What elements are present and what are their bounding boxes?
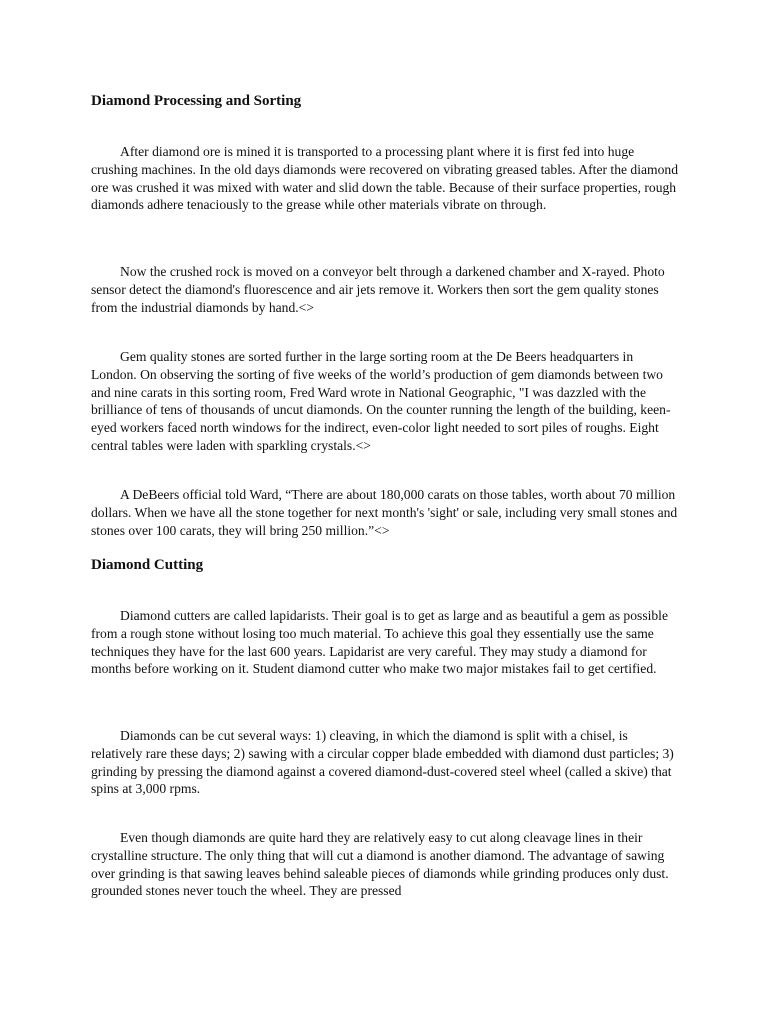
paragraph: A DeBeers official told Ward, “There are about 180,000 carats on those tables, worth about 70 million dollars. When we have all the stone together for next month's 'sight' or sale, including very small stones and stones over 100 carats, they will bring 250 million.”<> — [91, 487, 678, 538]
paragraph: Now the crushed rock is moved on a conveyor belt through a darkened chamber and X-rayed. Photo sensor detect the diamond's fluorescence and air jets remove it. Workers then sort the gem quality stones from the industrial diamonds by hand.<> — [91, 264, 665, 315]
paragraph: After diamond ore is mined it is transported to a processing plant where it is first fed into huge crushing machines. In the old days diamonds were recovered on vibrating greased tables. After the diamond ore was crushed it was mixed with water and slid down the table. Because of their surface properties, rough diamonds adhere tenaciously to the grease while other materials vibrate on through. — [91, 144, 678, 213]
paragraph: Gem quality stones are sorted further in the large sorting room at the De Beers headquarters in London. On observing the sorting of five weeks of the world’s production of gem diamonds between two and nine carats in this sorting room, Fred Ward wrote in National Geographic, "I was dazzled with the brilliance of tens of thousands of uncut diamonds. On the counter running the length of the building, keen-eyed workers faced north windows for the indirect, even-color light needed to sort piles of roughs. Eight central tables were laden with sparkling crystals.<> — [91, 349, 671, 453]
paragraph: Diamonds can be cut several ways: 1) cleaving, in which the diamond is split with a chisel, is relatively rare these days; 2) sawing with a circular copper blade embedded with diamond dust particles; 3) grinding by pressing the diamond against a covered diamond-dust-covered steel wheel (called a skive) that spins at 3,000 rpms. — [91, 728, 674, 797]
section-heading-processing: Diamond Processing and Sorting — [91, 93, 302, 109]
paragraph: Even though diamonds are quite hard they are relatively easy to cut along cleavage lines in their crystalline structure. The only thing that will cut a diamond is another diamond. The advantage of sawing over grinding is that sawing leaves behind saleable pieces of diamonds while grinding produces only dust. grounded stones never touch the wheel. They are pressed — [91, 830, 669, 899]
paragraph: Diamond cutters are called lapidarists. Their goal is to get as large and as beautiful a gem as possible from a rough stone without losing too much material. To achieve this goal they essentially use the same techniques they have for the last 600 years. Lapidarist are very careful. They may study a diamond for months before working on it. Student diamond cutter who make two major mistakes fail to get certified. — [91, 608, 668, 677]
section-heading-cutting: Diamond Cutting — [91, 557, 204, 573]
